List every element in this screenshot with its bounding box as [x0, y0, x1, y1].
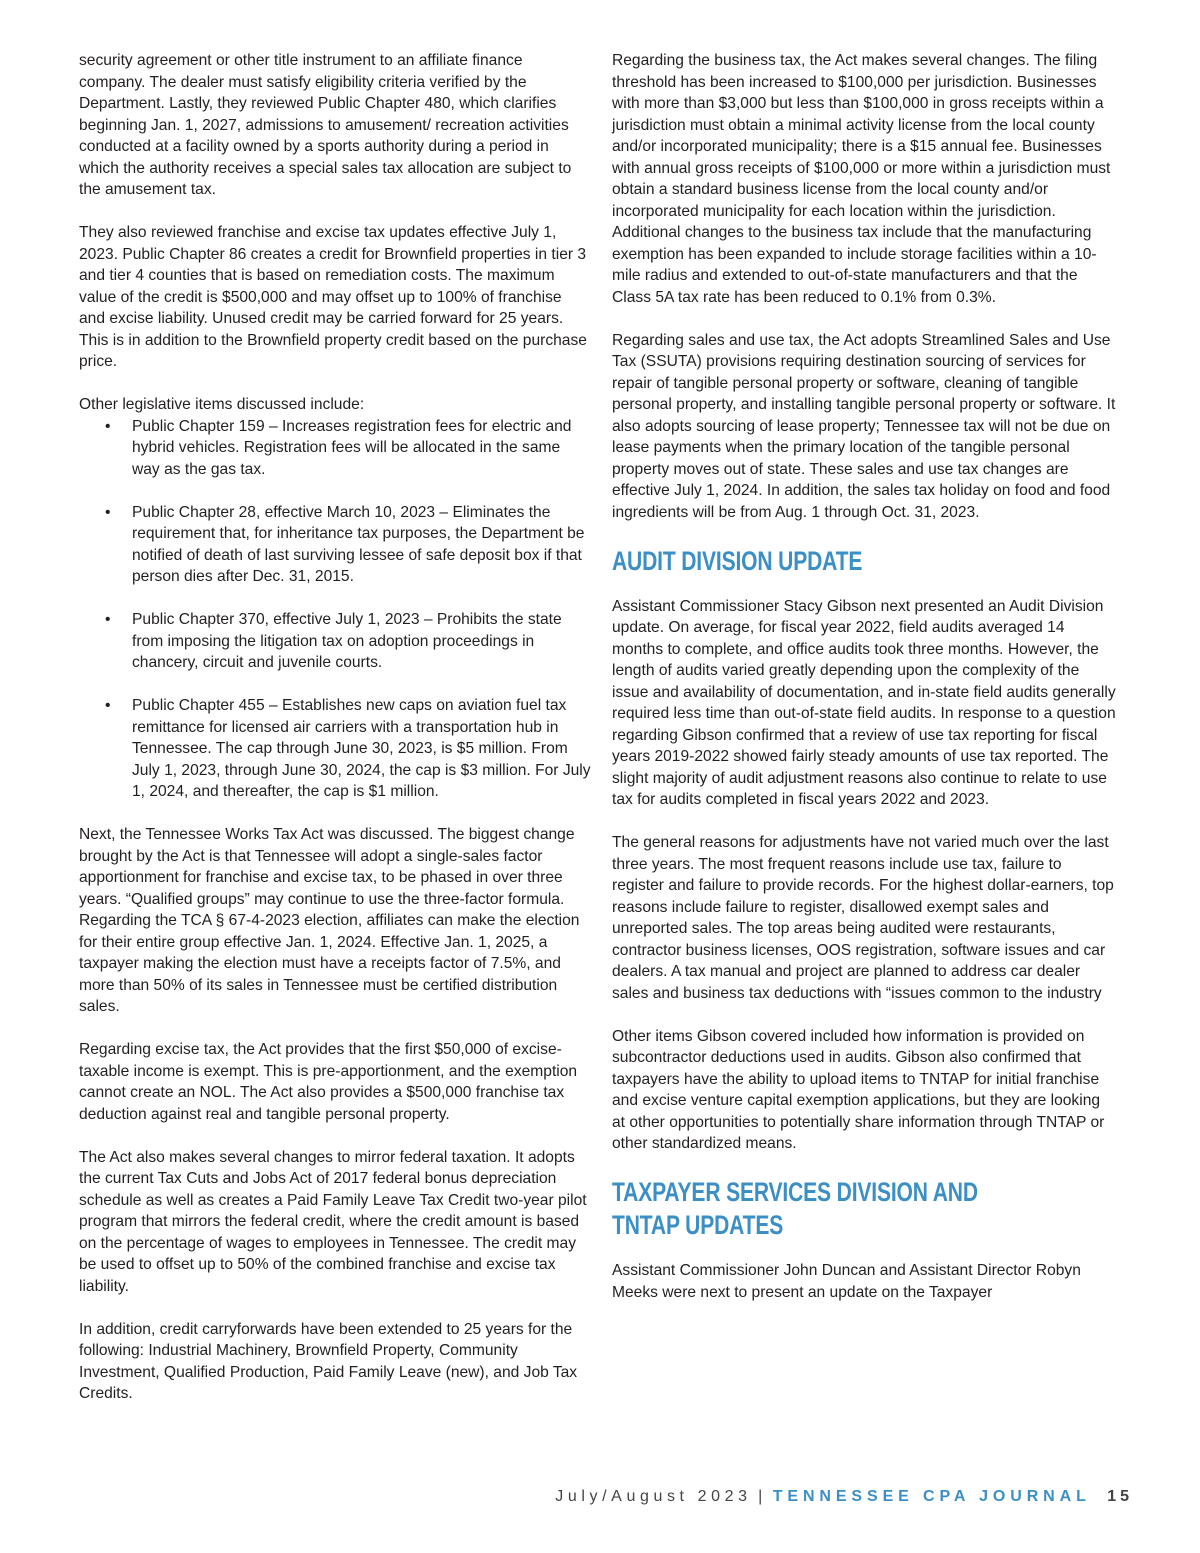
paragraph-adjustment-reasons: The general reasons for adjustments have not varied much over the last three years. The most frequent reasons include use tax, failure to register and failure to provide records. For the highest dollar-earners, top reasons include failure to register, disallowed exempt sales and unreported sales. The top areas being audited were restaurants, contractor business licenses, OOS registration, software issues and car dealers. A tax manual and project are planned to address car dealer sales and business tax deductions with “issues common to the industry	[612, 834, 1114, 1002]
section-heading-taxpayer-services: TAXPAYER SERVICES DIVISION AND TNTAP UPDATES	[612, 1177, 978, 1240]
paragraph-sales-use-tax: Regarding sales and use tax, the Act adopts Streamlined Sales and Use Tax (SSUTA) provisions requiring destination sourcing of services for repair of tangible personal property or software, cleaning of tangible personal property, and installing tangible personal property or software. It also adopts sourcing of lease property; Tennessee tax will not be due on lease payments when the primary location of the tangible personal property moves out of state. These sales and use tax changes are effective July 1, 2024. In addition, the sales tax holiday on food and food ingredients will be from Aug. 1 through Oct. 31, 2023.	[612, 331, 1116, 521]
right-column	[612, 50, 1117, 1325]
paragraph-tennessee-works-tax-act: Next, the Tennessee Works Tax Act was discussed. The biggest change brought by the Act is that Tennessee will adopt a single-sales factor apportionment for franchise and excise tax, to be phased in over three years. “Qualified groups” may continue to use the three-factor formula. Regarding the TCA § 67-4-2023 election, affiliates can make the election for their entire group effective Jan. 1, 2024. Effective Jan. 1, 2025, a taxpayer making the election must have a receipts factor of 7.5%, and more than 50% of its sales in Tennessee must be certified distribution sales.	[79, 826, 580, 1015]
page-footer	[0, 1486, 1133, 1508]
footer-separator: |	[758, 1488, 763, 1505]
list-item: • Public Chapter 28, effective March 10, 2023 – Eliminates the requirement that, for inheritance tax purposes, the Department be notified of death of last surviving lessee of safe deposit box if that person dies after Dec. 31, 2015.	[79, 502, 591, 588]
footer-journal-title: TENNESSEE CPA JOURNAL	[772, 1488, 1091, 1505]
paragraph-business-tax: Regarding the business tax, the Act makes several changes. The filing threshold has been increased to $100,000 per jurisdiction. Businesses with more than $3,000 but less than $100,000 in gross receipts within a jurisdiction must obtain a minimal activity license from the local county and/or incorporated municipality; there is a $15 annual fee. Businesses with annual gross receipts of $100,000 or more within a jurisdiction must obtain a standard business license from the local county and/or incorporated municipality for each location within the jurisdiction. Additional changes to the business tax include that the manufacturing exemption has been expanded to include storage facilities within a 10-mile radius and extended to out-of-state manufacturers and that the Class 5A tax rate has been reduced to 0.1% from 0.3%.	[612, 52, 1111, 306]
paragraph-taxpayer-services: Assistant Commissioner John Duncan and Assistant Director Robyn Meeks were next to present an update on the Taxpayer	[612, 1262, 1081, 1301]
left-column	[79, 50, 591, 1426]
list-item: • Public Chapter 455 – Establishes new caps on aviation fuel tax remittance for licensed air carriers with a transportation hub in Tennessee. The cap through June 30, 2023, is $5 million. From July 1, 2023, through June 30, 2024, the cap is $3 million. For July 1, 2024, and thereafter, the cap is $1 million.	[79, 695, 591, 803]
paragraph-affiliate-finance: security agreement or other title instrument to an affiliate finance company. The dealer must satisfy eligibility criteria verified by the Department. Lastly, they reviewed Public Chapter 480, which clarifies beginning Jan. 1, 2027, admissions to amusement/ recreation activities conducted at a facility owned by a sports authority during a period in which the authority receives a special sales tax allocation are subject to the amusement tax.	[79, 52, 572, 198]
list-item: • Public Chapter 159 – Increases registration fees for electric and hybrid vehicles. Registration fees will be allocated in the same way as the gas tax.	[79, 416, 591, 481]
page-number: 15	[1107, 1488, 1133, 1505]
paragraph-excise-tax: Regarding excise tax, the Act provides that the first $50,000 of excise-taxable income is exempt. This is pre-apportionment, and the exemption cannot create an NOL. The Act also provides a $500,000 franchise tax deduction against real and tangible personal property.	[79, 1041, 578, 1123]
paragraph-credit-carryforwards: In addition, credit carryforwards have been extended to 25 years for the following: Industrial Machinery, Brownfield Property, Community Investment, Qualified Production, Paid Family Leave (new), and Job Tax Credits.	[79, 1320, 578, 1402]
paragraph-gibson-other-items: Other items Gibson covered included how information is provided on subcontractor deductions used in audits. Gibson also confirmed that taxpayers have the ability to upload items to TNTAP for initial franchise and excise venture capital exemption applications, but they are looking at other opportunities to potentially share information through TNTAP or other standardized means.	[612, 1027, 1105, 1152]
paragraph-federal-taxation: The Act also makes several changes to mirror federal taxation. It adopts the current Tax Cuts and Jobs Act of 2017 federal bonus depreciation schedule as well as creates a Paid Family Leave Tax Credit two-year pilot program that mirrors the federal credit, where the credit amount is based on the percentage of wages to employees in Tennessee. The credit may be used to offset up to 50% of the combined franchise and excise tax liability.	[79, 1148, 587, 1295]
section-heading-audit-division: AUDIT DIVISION UPDATE	[612, 545, 863, 576]
legislative-items-intro: Other legislative items discussed include:	[79, 396, 365, 413]
legislative-items-list	[79, 416, 591, 803]
footer-issue-date: July/August 2023	[555, 1488, 752, 1505]
paragraph-audit-update: Assistant Commissioner Stacy Gibson next presented an Audit Division update. On average, for fiscal year 2022, field audits averaged 14 months to complete, and office audits took three months. However, the length of audits varied greatly depending upon the complexity of the issue and availability of documentation, and in-state field audits generally required less time than out-of-state field audits. In response to a question regarding Gibson confirmed that a review of use tax reporting for fiscal years 2019-2022 showed fairly steady amounts of use tax reported. The slight majority of audit adjustment reasons also continue to relate to use tax for audits completed in fiscal years 2022 and 2023.	[612, 597, 1116, 808]
list-item: • Public Chapter 370, effective July 1, 2023 – Prohibits the state from imposing the litigation tax on adoption proceedings in chancery, circuit and juvenile courts.	[79, 609, 591, 674]
paragraph-franchise-excise-updates: They also reviewed franchise and excise tax updates effective July 1, 2023. Public Chapter 86 creates a credit for Brownfield properties in tier 3 and tier 4 counties that is based on remediation costs. The maximum value of the credit is $500,000 and may offset up to 100% of franchise and excise liability. Unused credit may be carried forward for 25 years. This is in addition to the Brownfield property credit based on the purchase price.	[79, 224, 587, 370]
